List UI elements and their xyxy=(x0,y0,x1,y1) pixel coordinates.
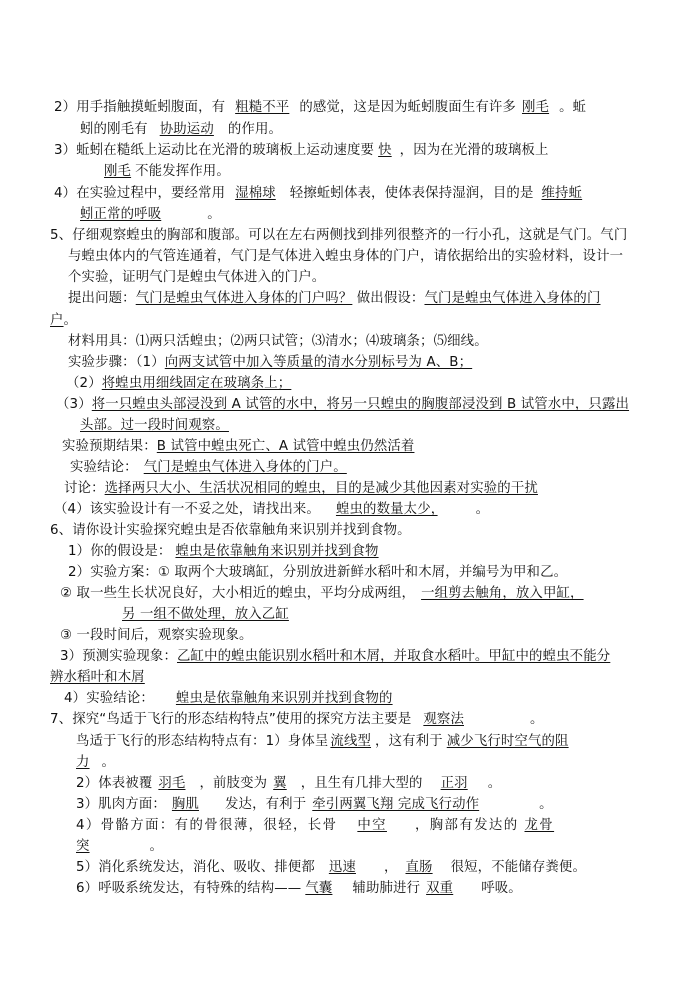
text-line: 材料用具：⑴两只活蝗虫；⑵两只试管；⑶清水；⑷玻璃条；⑸细线。 xyxy=(68,334,488,349)
text-line: 蚓的刚毛有 协助运动 的作用。 xyxy=(80,122,283,137)
text-line: 7、探究“鸟适于飞行的形态结构特点”使用的探究方法主要是 观察法 。 xyxy=(50,712,544,727)
text-line: 6、请你设计实验探究蝗虫是否依靠触角来识别并找到食物。 xyxy=(50,523,411,538)
text-line: 3）预测实验现象：乙缸中的蝗虫能识别水稻叶和木屑，并取食水稻叶。甲缸中的蝗虫不能分 xyxy=(60,649,611,664)
text-line: 2）体表被覆 羽毛 ，前肢变为 翼 ，且生有几排大型的 正羽 。 xyxy=(76,776,502,791)
text-line: 5）消化系统发达，消化、吸收、排便都 迅速 ， 直肠 很短，不能储存粪便。 xyxy=(76,860,586,875)
text-line: 4）在实验过程中，要经常用 湿棉球 轻擦蚯蚓体表，使体表保持湿润，目的是 维持蚯 xyxy=(54,186,583,201)
text-line: （4）该实验设计有一不妥之处，请找出来。 蝗虫的数量太少， 。 xyxy=(54,502,490,517)
text-line: 2）实验方案：① 取两个大玻璃缸，分别放进新鲜水稻叶和木屑，并编号为甲和乙。 xyxy=(68,565,568,580)
text-line: 力 。 xyxy=(76,755,116,770)
text-line: 刚毛 不能发挥作用。 xyxy=(104,164,230,179)
text-line: 与蝗虫体内的气管连通着，气门是气体进入蝗虫身体的门户，请依据给出的实验材料，设计一 xyxy=(68,249,624,264)
text-line: （2）将蝗虫用细线固定在玻璃条上； xyxy=(66,376,292,391)
text-line: 3）肌肉方面： 胸肌 发达，有利于 牵引两翼飞翔 完成飞行动作 。 xyxy=(76,797,553,812)
text-line: 辨水稻叶和木屑 xyxy=(50,670,145,685)
text-line: 3）蚯蚓在糙纸上运动比在光滑的玻璃板上运动速度要 快 ，因为在光滑的玻璃板上 xyxy=(54,143,549,158)
text-line: 4）实验结论： 蝗虫是依靠触角来识别并找到食物的 xyxy=(64,691,393,706)
text-line: 实验结论： 气门是蝗虫气体进入身体的门户。 xyxy=(70,460,347,475)
text-line: 实验步骤：（1）向两支试管中加入等质量的清水分别标号为 A、B； xyxy=(68,355,473,370)
text-line: ② 取一些生长状况良好，大小相近的蝗虫，平均分成两组， 一组剪去触角，放入甲缸， xyxy=(60,586,584,601)
text-line: 讨论：选择两只大小、生活状况相同的蝗虫，目的是减少其他因素对实验的干扰 xyxy=(64,481,538,496)
text-line: 另 一组不做处理，放入乙缸 xyxy=(122,607,289,622)
text-line: 4）骨骼方面：有的骨很薄，很轻，长骨 中空 ，胸部有发达的 龙骨 xyxy=(76,818,555,833)
text-line: 蚓正常的呼吸 。 xyxy=(80,207,221,222)
text-line: 提出问题：气门是蝗虫气体进入身体的门户吗？ 做出假设：气门是蝗虫气体进入身体的门 xyxy=(68,291,601,306)
text-line: 5、仔细观察蝗虫的胸部和腹部。可以在左右两侧找到排列很整齐的一行小孔，这就是气门。气门 xyxy=(50,228,628,243)
text-line: 2）用手指触摸蚯蚓腹面，有 粗糙不平 的感觉，这是因为蚯蚓腹面生有许多 刚毛 。蚯 xyxy=(54,100,587,115)
text-line: 实验预期结果：B 试管中蝗虫死亡、A 试管中蝗虫仍然活着 xyxy=(62,439,415,454)
text-line: 鸟适于飞行的形态结构特点有：1）身体呈 流线型 ，这有利于 减少飞行时空气的阻 xyxy=(76,734,569,749)
text-line: 户。 xyxy=(50,313,78,328)
text-line: （3）将一只蝗虫头部浸没到 A 试管的水中，将另一只蝗虫的胸腹部浸没到 B 试管水中，只露出 xyxy=(56,397,630,412)
text-line: 个实验，证明气门是蝗虫气体进入的门户。 xyxy=(68,270,326,285)
text-line: 1）你的假设是： 蝗虫是依靠触角来识别并找到食物 xyxy=(68,544,379,559)
text-line: ③ 一段时间后，观察实验现象。 xyxy=(60,628,253,643)
text-line: 突 。 xyxy=(76,839,164,854)
text-line: 6）呼吸系统发达，有特殊的结构—— 气囊 辅助肺进行 双重 呼吸。 xyxy=(76,881,522,896)
text-line: 头部。过一段时间观察。 xyxy=(80,418,229,433)
